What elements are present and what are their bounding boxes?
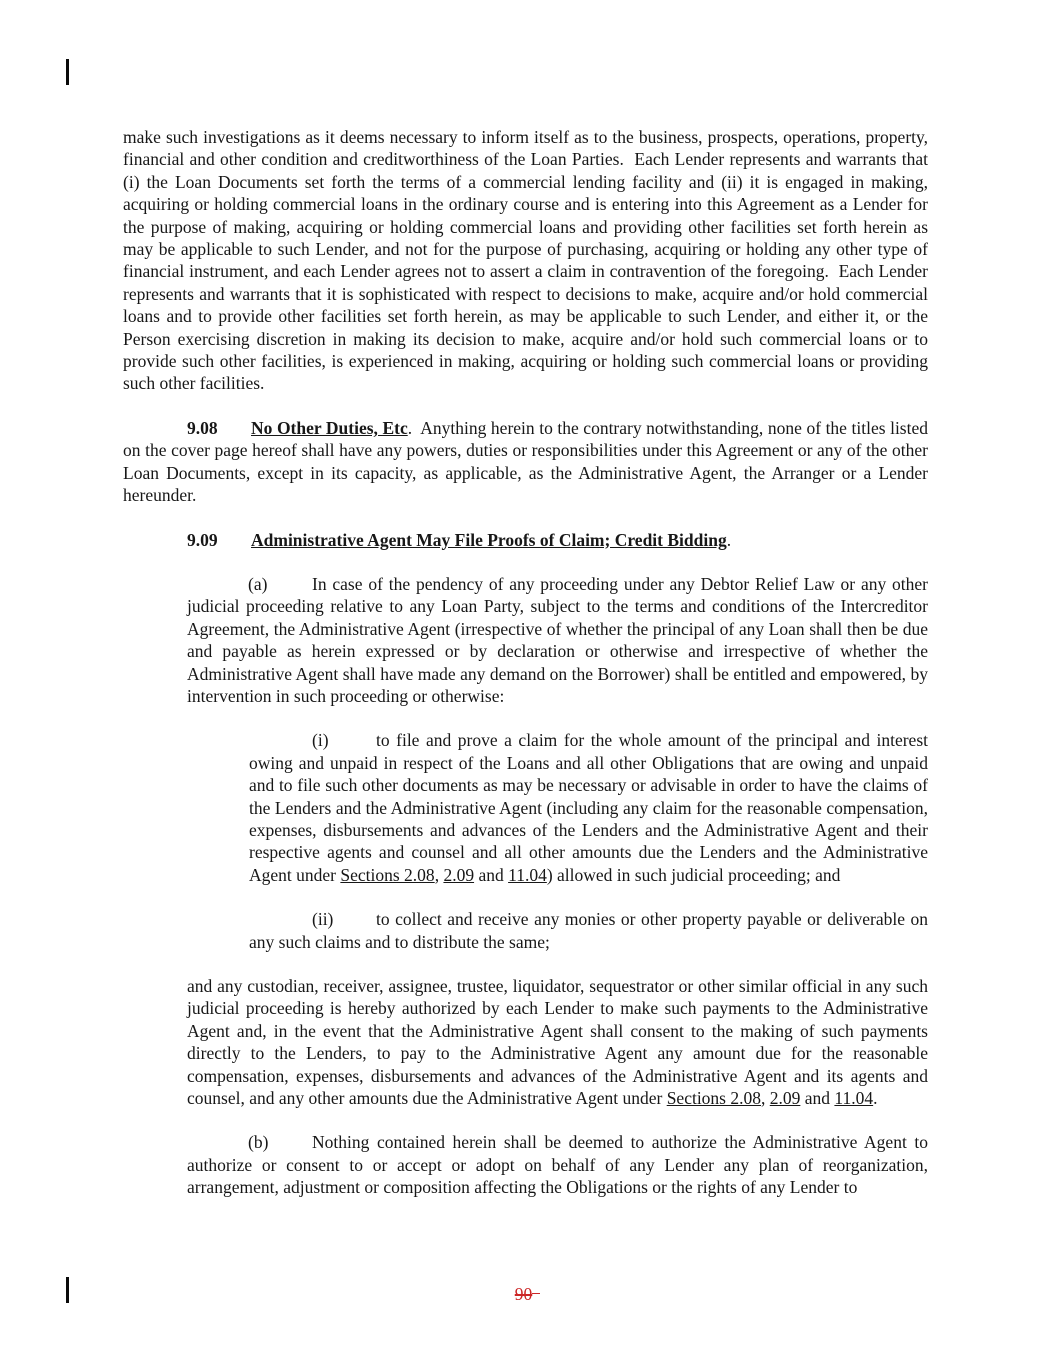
section-heading: Administrative Agent May File Proofs of Claim; Credit Bidding — [251, 529, 727, 550]
paragraph-a-i — [249, 729, 928, 886]
paragraph-text — [249, 730, 928, 884]
paragraph-a — [187, 573, 928, 707]
paragraph-b — [187, 1131, 928, 1198]
text-run: and any custodian, receiver, assignee, trustee, liquidator, sequestrator or other similar official in any such judicial proceeding is hereby authorized by each Lender to make such payments to the Administrative Agent and, in the event that the Administrative Agent shall consent to the making of such payments directly to the Lenders, to pay to the Administrative Agent any amount due for the reasonable compensation, expenses, disbursements and advances of the Administrative Agent and its agents and counsel, and any other amounts due the Administrative Agent under — [187, 976, 928, 1109]
section-ref-link[interactable]: 11.04 — [834, 1088, 874, 1109]
text-run: and — [474, 864, 509, 885]
text-run: , — [761, 1088, 770, 1109]
paragraph-a-continuation — [187, 975, 928, 1109]
paragraph-label: (ii) — [312, 909, 334, 930]
text-run: ) allowed in such judicial proceeding; and — [546, 864, 841, 885]
section-ref-link[interactable]: Sections 2.08 — [666, 1088, 761, 1109]
page-footer — [0, 1283, 1055, 1305]
text-run: . — [873, 1088, 878, 1109]
section-number: 9.08 — [187, 417, 218, 438]
section-9-09 — [123, 529, 928, 551]
paragraph-text — [187, 976, 928, 1108]
paragraph-label: (i) — [312, 730, 329, 751]
body-paragraph: make such investigations as it deems necessary to inform itself as to the business, prospects, operations, property, financial and other condition and creditworthiness of the Loan Parties. Each Lender represents and warrants that (i) the Loan Documents set forth the terms of a commercial lending facility and (ii) it is engaged in making, acquiring or holding commercial loans in the ordinary course and is entering into this Agreement as a Lender for the purpose of making, acquiring or holding commercial loans and providing other facilities set forth herein as may be applicable to such Lender, and not for the purpose of purchasing, acquiring or holding any other type of financial instrument, and each Lender agrees not to assert a claim in contravention of the foregoing. Each Lender represents and warrants that it is sophisticated with respect to decisions to make, acquire and/or hold commercial loans and to provide other facilities set forth herein, as may be applicable to such Lender, and either it, or the Person exercising discretion in making its decision to make, acquire and/or hold such commercial loans or to provide such other facilities, is experienced in making, acquiring or holding such commercial loans or providing such other facilities. — [123, 127, 928, 394]
text-run: to file and prove a claim for the whole amount of the principal and interest owing and unpaid in respect of the Loans and all other Obligations that are owing and unpaid and to file such other documents as may be necessary or advisable in order to have the claims of the Lenders and the Administrative Agent (including any claim for the reasonable compensation, expenses, disbursements and advances of the Lenders and the Administrative Agent and their respective agents and counsel and all other amounts due the Lenders and the Administrative Agent under — [249, 730, 928, 885]
heading-period: . — [726, 529, 732, 550]
paragraph-a-ii — [249, 908, 928, 953]
paragraph-label: (a) — [248, 573, 268, 594]
section-ref-link[interactable]: 2.09 — [769, 1088, 801, 1109]
strike-tail — [532, 1293, 540, 1295]
heading-period: . — [407, 417, 413, 438]
text-run: , — [434, 864, 444, 885]
section-9-08 — [123, 417, 928, 507]
text-column — [123, 126, 928, 1221]
section-ref-link[interactable]: Sections 2.08 — [340, 864, 435, 885]
section-heading: No Other Duties, Etc — [251, 417, 408, 438]
section-ref-link[interactable]: 11.04 — [508, 864, 547, 885]
section-number: 9.09 — [187, 529, 218, 550]
paragraph-text: Nothing contained herein shall be deemed to authorize the Administrative Agent to authorize or consent to or accept or adopt on behalf of any Lender any plan of reorganization, arrangement, adjustment or composition affecting the Obligations or the rights of any Lender to — [187, 1132, 928, 1198]
section-text: Anything herein to the contrary notwithstanding, none of the titles listed on the cover page hereof shall have any powers, duties or responsibilities under this Agreement or any of the other Loan Documents, except in its capacity, as applicable, as the Administrative Agent, the Arranger or a Lender hereunder. — [123, 417, 929, 506]
section-ref-link[interactable]: 2.09 — [443, 864, 475, 885]
text-run: and — [800, 1088, 835, 1109]
paragraph-text: to collect and receive any monies or other property payable or deliverable on any such claims and to distribute the same; — [249, 909, 928, 952]
paragraph-text: In case of the pendency of any proceeding under any Debtor Relief Law or any other judicial proceeding relative to any Loan Party, subject to the terms and conditions of the Intercreditor Agreement, the Administrative Agent (irrespective of whether the principal of any Loan shall then be due and payable as herein expressed or by declaration or otherwise and irrespective of whether the Administrative Agent shall have made any demand on the Borrower) shall be entitled and empowered, by intervention in such proceeding or otherwise: — [187, 573, 928, 706]
paragraph-label: (b) — [248, 1132, 269, 1153]
page-number: 90 — [514, 1284, 533, 1304]
change-bar-top — [66, 59, 69, 85]
